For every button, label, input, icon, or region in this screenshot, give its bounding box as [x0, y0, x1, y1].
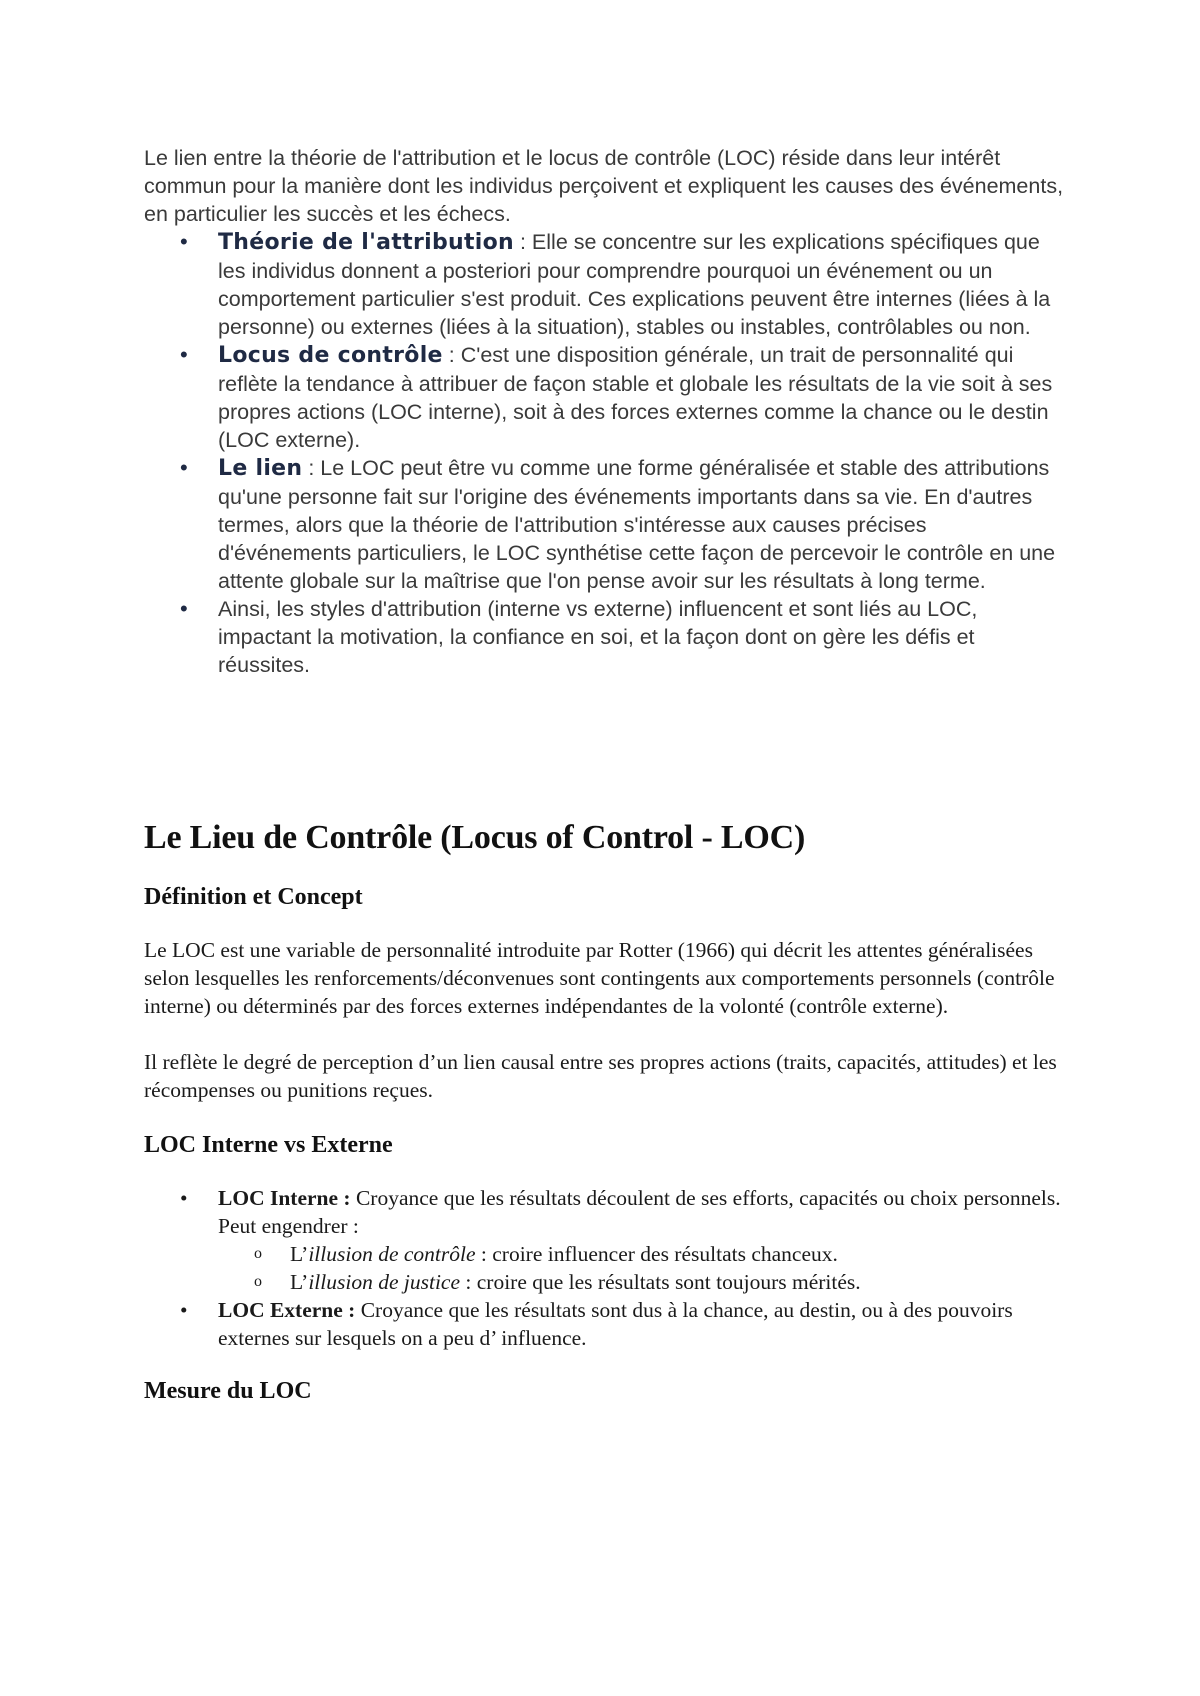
sub-item-text: : croire que les résultats sont toujours mérités. — [460, 1270, 861, 1294]
loc-externe-text: Croyance que les résultats sont dus à la chance, au destin, ou à des pouvoirs externes sur lesquels on a peu d’ influence. — [218, 1298, 1013, 1350]
measure-heading: Mesure du LOC — [144, 1378, 312, 1404]
loc-interne-label: LOC Interne : — [218, 1186, 351, 1210]
bullet-term: Théorie de l'attribution — [218, 230, 514, 255]
definition-heading: Définition et Concept — [144, 884, 363, 910]
definition-paragraph-2: Il reflète le degré de perception d’un lien causal entre ses propres actions (traits, capacités, attitudes) et les récompenses ou punitions reçues. — [144, 1050, 1057, 1102]
sub-item-text: : croire influencer des résultats chanceux. — [475, 1242, 838, 1266]
sub-item-italic: illusion de justice — [308, 1270, 461, 1294]
definition-paragraph-1: Le LOC est une variable de personnalité introduite par Rotter (1966) qui décrit les attentes généralisées selon lesquelles les renforcements/déconvenues sont contingents aux comportements personnels (contrôle interne) ou déterminés par des forces externes indépendantes de la volonté (contrôle externe). — [144, 938, 1055, 1018]
bullet-icon: • — [180, 342, 188, 367]
list-item — [144, 341, 1064, 454]
intro-section — [144, 144, 1064, 679]
bullet-text: : Le LOC peut être vu comme une forme généralisée et stable des attributions qu'une personne fait sur l'origine des événements importants dans sa vie. En d'autres termes, alors que la théorie de l'attribution s'intéresse aux causes précises d'événements particuliers, le LOC synthétise cette façon de percevoir le contrôle en une attente globale sur la maîtrise que l'on pense avoir sur les résultats à long terme. — [218, 456, 1056, 593]
bullet-icon: • — [180, 596, 188, 621]
sub-item-prefix: L’ — [290, 1270, 309, 1294]
bullet-term: Locus de contrôle — [218, 343, 443, 368]
bullet-text: : Elle se concentre sur les explications spécifiques que les individus donnent a posteriori pour comprendre pourquoi un événement ou un comportement particulier s'est produit. Ces explications peuvent être internes (liées à la personne) ou externes (liées à la situation), stables ou instables, contrôlables ou non. — [218, 230, 1051, 339]
bullet-icon: • — [180, 1186, 188, 1210]
bullet-icon: • — [180, 455, 188, 480]
loc-bullet-list — [144, 1184, 1064, 1352]
loc-interne-text: Croyance que les résultats découlent de ses efforts, capacités ou choix personnels. Peut engendrer : — [218, 1186, 1061, 1238]
list-item — [144, 228, 1064, 341]
internal-external-heading: LOC Interne vs Externe — [144, 1132, 393, 1158]
list-item-illusion-controle — [144, 1240, 1064, 1268]
loc-externe-label: LOC Externe : — [218, 1298, 356, 1322]
sub-item-italic: illusion de contrôle — [308, 1242, 476, 1266]
sub-bullet-icon: o — [254, 1245, 262, 1262]
bullet-text: : C'est une disposition générale, un trait de personnalité qui reflète la tendance à attribuer de façon stable et globale les résultats de la vie soit à ses propres actions (LOC interne), soit à des forces externes comme la chance ou le destin (LOC externe). — [218, 343, 1053, 452]
sub-bullet-icon: o — [254, 1273, 262, 1290]
list-item-illusion-justice — [144, 1268, 1064, 1296]
list-item — [144, 595, 1064, 679]
section-title: Le Lieu de Contrôle (Locus of Control - LOC) — [144, 819, 806, 856]
bullet-text: Ainsi, les styles d'attribution (interne vs externe) influencent et sont liés au LOC, impactant la motivation, la confiance en soi, et la façon dont on gère les défis et réussites. — [218, 597, 978, 677]
loc-section — [144, 816, 1064, 1406]
list-item-loc-interne — [144, 1184, 1064, 1240]
list-item-loc-externe — [144, 1296, 1064, 1352]
list-item — [144, 454, 1064, 595]
sub-item-prefix: L’ — [290, 1242, 309, 1266]
bullet-term: Le lien — [218, 456, 303, 481]
intro-paragraph: Le lien entre la théorie de l'attribution et le locus de contrôle (LOC) réside dans leur intérêt commun pour la manière dont les individus perçoivent et expliquent les causes des événements, en particulier les succès et les échecs. — [144, 146, 1064, 226]
bullet-icon: • — [180, 1298, 188, 1322]
bullet-icon: • — [180, 229, 188, 254]
intro-bullet-list — [144, 228, 1064, 679]
